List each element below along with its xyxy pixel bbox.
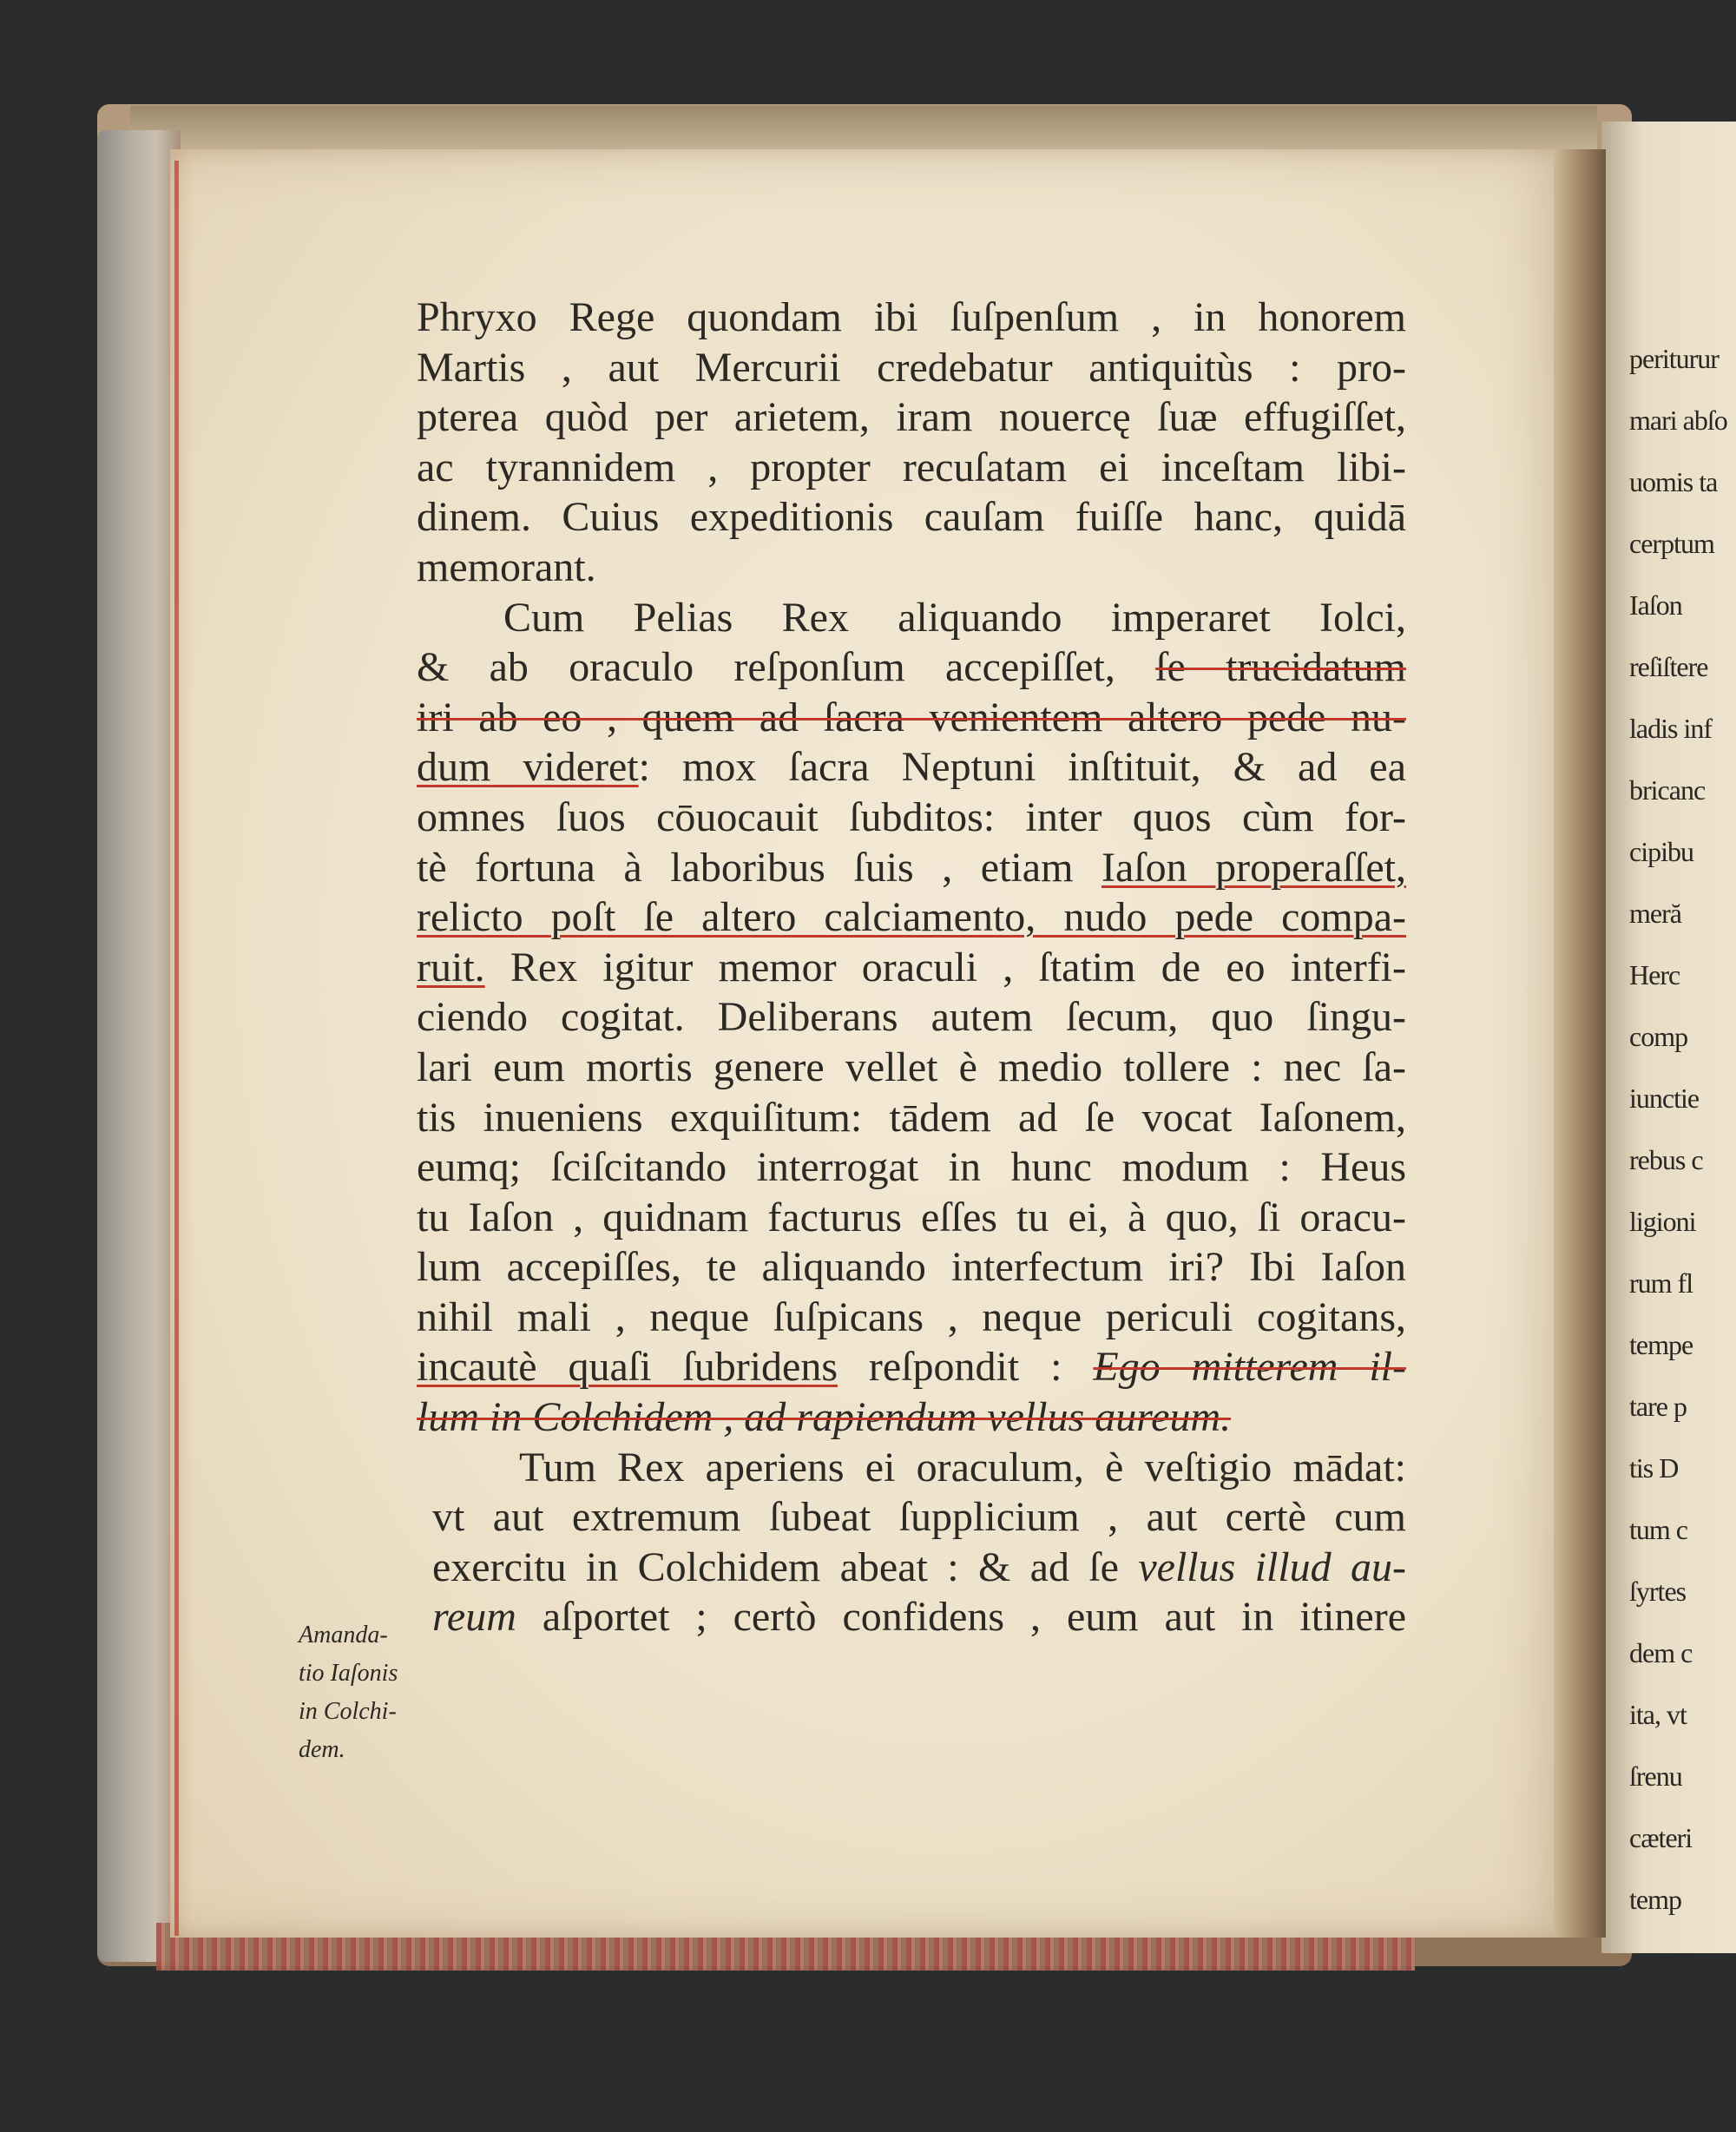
text-line bbox=[432, 1543, 1406, 1593]
text-line bbox=[417, 943, 1406, 993]
next-page-line: ſrenu bbox=[1629, 1760, 1682, 1792]
text-span: aſportet ; certò confidens , eum aut in itinere bbox=[542, 1594, 1406, 1641]
text-line: Phryxo Rege quondam ibi ſuſpenſum , in honorem bbox=[417, 294, 1406, 340]
text-span: & ab oraculo reſponſum accepiſſet, bbox=[417, 644, 1115, 691]
next-page-line: dem c bbox=[1629, 1637, 1693, 1668]
next-page-line: reſiſtere bbox=[1629, 651, 1708, 682]
text-line: Cum Pelias Rex aliquando imperaret Iolci, bbox=[503, 594, 1406, 641]
text-line: nihil mali , neque ſuſpicans , neque periculi cogitans, bbox=[417, 1293, 1406, 1340]
text-span: Rex igitur memor oraculi , ſtatim de eo interfi- bbox=[510, 944, 1406, 990]
next-page-line: mari abſo bbox=[1629, 405, 1727, 436]
next-page-line: ladis inf bbox=[1629, 713, 1712, 744]
next-page-line: ſyrtes bbox=[1629, 1576, 1687, 1607]
rubricated-phrase: incautè quaſi ſubridens bbox=[417, 1344, 838, 1391]
text-span: tè fortuna à laboribus ſuis , etiam bbox=[417, 844, 1074, 891]
rubricated-phrase: ruit. bbox=[417, 944, 485, 990]
rubricated-line: iri ab eo , quem ad ſacra venientem altero pede nu- bbox=[417, 694, 1406, 740]
text-line: Tum Rex aperiens ei oraculum, è veſtigio mādat: bbox=[519, 1444, 1406, 1490]
next-page-line: meră bbox=[1629, 898, 1681, 929]
next-page-line: tempe bbox=[1629, 1329, 1693, 1360]
text-line: dinem. Cuius expeditionis cauſam fuiſſe hanc, quidā bbox=[417, 494, 1406, 541]
next-page-line: comp bbox=[1629, 1021, 1688, 1052]
text-line: lari eum mortis genere vellet è medio tollere : nec ſa- bbox=[417, 1043, 1406, 1090]
rubricated-line: relicto poſt ſe altero calciamento, nudo pede compa- bbox=[417, 894, 1406, 941]
next-page-line: uomis ta bbox=[1629, 466, 1718, 497]
rubricated-phrase: Ego mitterem il- bbox=[1093, 1344, 1407, 1391]
text-line bbox=[417, 742, 1406, 793]
text-line: pterea quòd per arietem, iram nouercę ſuæ effugiſſet, bbox=[417, 394, 1406, 441]
next-page-line: ligioni bbox=[1629, 1206, 1696, 1237]
text-line: Martis , aut Mercurii credebatur antiquitùs : pro- bbox=[417, 344, 1406, 391]
rubricated-phrase: dum videret bbox=[417, 744, 639, 791]
book-spine-edge bbox=[97, 130, 181, 1962]
page-gutter bbox=[1554, 149, 1606, 1938]
next-page-fragment bbox=[1601, 122, 1736, 1953]
text-line: tis inueniens exquiſitum: tādem ad ſe vocat Iaſonem, bbox=[417, 1094, 1406, 1141]
text-line: eumq; ſciſcitando interrogat in hunc modum : Heus bbox=[417, 1144, 1406, 1191]
next-page-line: cipibu bbox=[1629, 836, 1693, 867]
text-line: lum accepiſſes, te aliquando interfectum iri? Ibi Iaſon bbox=[417, 1244, 1406, 1291]
rubricated-phrase: ſe trucidatum bbox=[1155, 644, 1406, 691]
next-page-line: rebus c bbox=[1629, 1144, 1703, 1175]
next-page-line: tis D bbox=[1629, 1452, 1679, 1484]
marginal-note-line: in Colchi- bbox=[299, 1698, 397, 1725]
text-line bbox=[417, 1342, 1406, 1392]
text-line bbox=[417, 843, 1406, 893]
next-page-line: Iaſon bbox=[1629, 589, 1682, 621]
next-page-line: temp bbox=[1629, 1884, 1681, 1915]
next-page-line: periturur bbox=[1629, 343, 1719, 374]
text-line: ciendo cogitat. Deliberans autem ſecum, quo ſingu- bbox=[417, 994, 1406, 1041]
text-line: memorant. bbox=[417, 543, 596, 590]
next-page-line: rum fl bbox=[1629, 1267, 1693, 1299]
text-span: exercitu in Colchidem abeat : & ad ſe bbox=[432, 1543, 1119, 1590]
next-page-line: tum c bbox=[1629, 1514, 1687, 1545]
next-page-line: cæteri bbox=[1629, 1822, 1693, 1853]
text-line: tu Iaſon , quidnam facturus eſſes tu ei, à quo, ſi oracu- bbox=[417, 1194, 1406, 1240]
text-line: omnes ſuos cōuocauit ſubditos: inter quos cùm for- bbox=[417, 793, 1406, 840]
italic-phrase: reum bbox=[432, 1594, 516, 1641]
next-page-line: iunctie bbox=[1629, 1082, 1700, 1114]
text-line: ac tyrannidem , propter recuſatam ei inceſtam libi- bbox=[417, 444, 1406, 490]
italic-phrase: vellus illud au- bbox=[1138, 1543, 1407, 1590]
next-page-line: tare p bbox=[1629, 1391, 1687, 1422]
next-page-line: Herc bbox=[1629, 959, 1680, 990]
text-line bbox=[432, 1592, 1406, 1642]
marginal-note-line: dem. bbox=[299, 1736, 345, 1763]
marginal-note-line: Amanda- bbox=[299, 1622, 388, 1648]
text-line bbox=[417, 642, 1406, 693]
red-edge-rule bbox=[174, 161, 179, 1936]
next-page-line: ita, vt bbox=[1629, 1699, 1687, 1730]
rubricated-line: lum in Colchidem , ad rapiendum vellus aureum. bbox=[417, 1394, 1232, 1441]
rubricated-phrase: Iaſon properaſſet, bbox=[1101, 844, 1407, 891]
next-page-line: cerptum bbox=[1629, 528, 1714, 559]
text-span: reſpondit : bbox=[868, 1344, 1062, 1391]
next-page-line: bricanc bbox=[1629, 774, 1706, 806]
text-span: : mox ſacra Neptuni inſtituit, & ad ea bbox=[638, 744, 1406, 791]
marginal-note-line: tio Iaſonis bbox=[299, 1660, 398, 1687]
marginal-note bbox=[299, 1616, 437, 1769]
main-text-block bbox=[417, 293, 1406, 1642]
text-line: vt aut extremum ſubeat ſupplicium , aut certè cum bbox=[432, 1494, 1406, 1541]
